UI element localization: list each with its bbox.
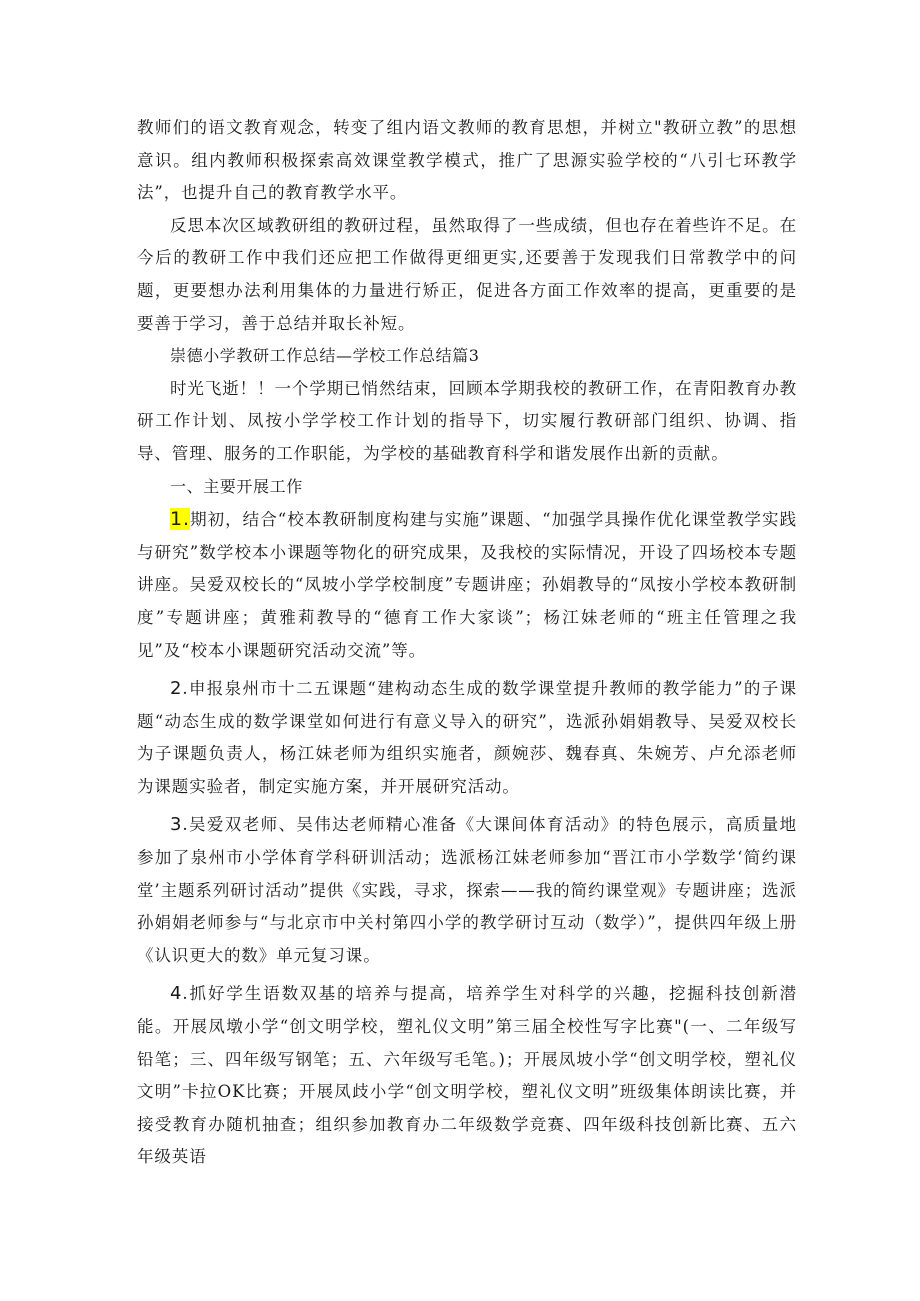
list-item-1 <box>137 503 797 667</box>
list-item-4-text: .抓好学生语数双基的培养与提高，培养学生对科学的兴趣，挖掘科技创新潜能。开展凤墩小学“创文明学校，塑礼仪文明”第三届全校性写字比赛"(一、二年级写铅笔；三、四年级写钢笔；五、六年级写毛笔。)；开展凤坡小学“创文明学校，塑礼仪文明”卡拉OK比赛；开展凤歧小学“创文明学校，塑礼仪文明”班级集体朗读比赛，并接受教育办随机抽查；组织参加教育办二年级数学竞赛、四年级科技创新比赛、五六年级英语 <box>137 984 797 1167</box>
item-number: 3 <box>170 814 183 836</box>
list-item-2-text: .申报泉州市十二五课题“建构动态生成的数学课堂提升教师的教学能力”的子课题“动态生成的数学课堂如何进行有意义导入的研究”，选派孙娟娟教导、吴爱双校长为子课题负责人，杨江妹老师为组织实施者，颜婉莎、魏春真、朱婉芳、卢允添老师为课题实验者，制定实施方案，并开展研究活动。 <box>137 679 797 796</box>
paragraph-intro: 时光飞逝！！一个学期已悄然结束，回顾本学期我校的教研工作，在青阳教育办教研工作计划、凤按小学学校工作计划的指导下，切实履行教研部门组织、协调、指导、管理、服务的工作职能，为学校的基础教育科学和谐发展作出新的贡献。 <box>137 378 797 463</box>
paragraph-reflection: 反思本次区域教研组的教研过程，虽然取得了一些成绩，但也存在着些许不足。在今后的教研工作中我们还应把工作做得更细更实,还要善于发现我们日常教学中的问题，更要想办法利用集体的力量进行矫正，促进各方面工作效率的提高，更重要的是要善于学习，善于总结并取长补短。 <box>137 215 797 333</box>
list-item-3-text: .吴爱双老师、吴伟达老师精心准备《大课间体育活动》的特色展示，高质量地参加了泉州市小学体育学科研训活动；选派杨江妹老师参加“晋江市小学数学‘简约课堂’主题系列研讨活动”提供《实践，寻求，探索——我的简约课堂观》专题讲座；选派孙娟娟老师参与“与北京市中关村第四小学的教学研讨互动（数学）”，提供四年级上册《认识更大的数》单元复习课。 <box>137 815 797 965</box>
item-number: 2 <box>170 678 183 700</box>
article-title: 崇德小学教研工作总结—学校工作总结篇3 <box>170 346 480 366</box>
paragraph-conclusion-1: 教师们的语文教育观念，转变了组内语文教师的教育思想，并树立"教研立教”的思想意识。组内教师积极探索高效课堂教学模式，推广了思源实验学校的“八引七环教学法”，也提升自己的教育教学水平。 <box>137 118 797 203</box>
item-number: 4 <box>170 983 183 1005</box>
list-item-4 <box>137 978 797 1174</box>
document-page <box>137 112 797 1174</box>
list-item-3 <box>137 809 797 972</box>
section-heading-main-work: 一、主要开展工作 <box>170 476 303 496</box>
item-number-highlight: 1. <box>170 508 190 531</box>
list-item-2 <box>137 673 797 803</box>
list-item-1-text: 期初，结合“校本教研制度构建与实施”课题、“加强学具操作优化课堂教学实践与研究”数学校本小课题等物化的研究成果，及我校的实际情况，开设了四场校本专题讲座。吴爱双校长的“凤坡小学学校制度”专题讲座；孙娟教导的“凤按小学校本教研制度”专题讲座；黄雅莉教导的“德育工作大家谈”；杨江妹老师的“班主任管理之我见”及“校本小课题研究活动交流”等。 <box>137 510 797 660</box>
